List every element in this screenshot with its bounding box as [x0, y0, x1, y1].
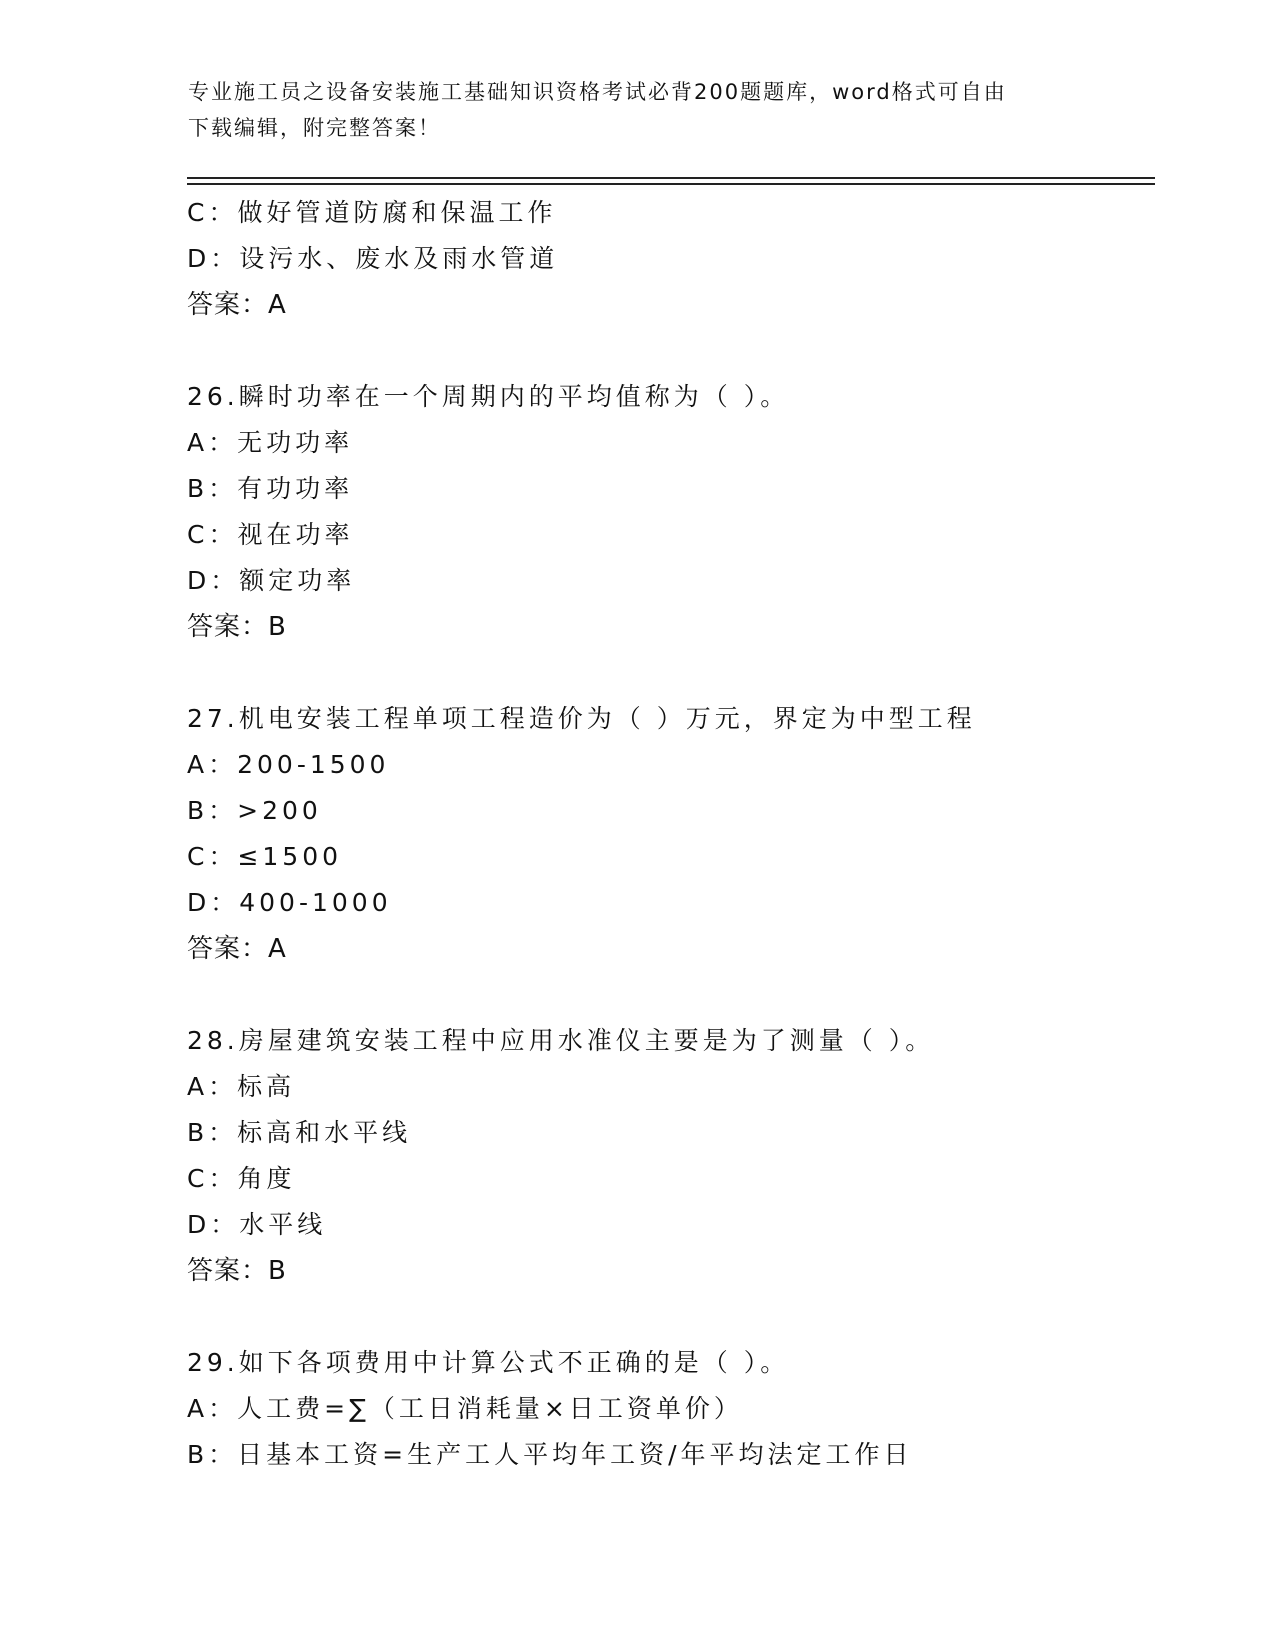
option-c: C：视在功率: [187, 520, 354, 549]
spacer: [187, 1294, 1147, 1340]
spacer: [187, 328, 1147, 374]
option-d: D：400-1000: [187, 888, 392, 917]
question-block-29: [187, 1340, 1147, 1478]
answer-line: 答案：A: [187, 934, 287, 964]
question-block-28: [187, 1018, 1147, 1294]
document-header: [188, 74, 1088, 146]
option-a: A：无功功率: [187, 428, 354, 457]
option-c: C：做好管道防腐和保温工作: [187, 198, 557, 227]
option-d: D：设污水、废水及雨水管道: [187, 244, 559, 273]
option-a: A：人工费=∑（工日消耗量×日工资单价）: [187, 1394, 743, 1423]
spacer: [187, 650, 1147, 696]
answer-line: 答案：A: [187, 290, 287, 320]
question-stem: 29.如下各项费用中计算公式不正确的是（ ）。: [187, 1348, 790, 1377]
option-c: C：≤1500: [187, 842, 343, 871]
header-line-1: 专业施工员之设备安装施工基础知识资格考试必背200题题库，word格式可自由: [188, 80, 1007, 104]
question-stem: 26.瞬时功率在一个周期内的平均值称为（ ）。: [187, 382, 790, 411]
option-b: B：标高和水平线: [187, 1118, 412, 1147]
answer-line: 答案：B: [187, 1256, 287, 1286]
option-a: A：200-1500: [187, 750, 390, 779]
question-block-26: [187, 374, 1147, 650]
option-b: B：>200: [187, 796, 322, 825]
header-rule-top: [187, 177, 1155, 179]
question-stem: 27.机电安装工程单项工程造价为（ ）万元，界定为中型工程: [187, 704, 976, 733]
option-b: B：日基本工资=生产工人平均年工资/年平均法定工作日: [187, 1440, 913, 1469]
option-d: D：额定功率: [187, 566, 356, 595]
option-d: D：水平线: [187, 1210, 327, 1239]
question-block-25: [187, 190, 1147, 328]
header-rule-bottom: [187, 183, 1155, 185]
spacer: [187, 972, 1147, 1018]
question-stem: 28.房屋建筑安装工程中应用水准仪主要是为了测量（ ）。: [187, 1026, 935, 1055]
question-list: [187, 190, 1147, 1478]
option-a: A：标高: [187, 1072, 296, 1101]
header-line-2: 下载编辑，附完整答案！: [188, 116, 441, 140]
answer-line: 答案：B: [187, 612, 287, 642]
question-block-27: [187, 696, 1147, 972]
option-b: B：有功功率: [187, 474, 354, 503]
option-c: C：角度: [187, 1164, 296, 1193]
